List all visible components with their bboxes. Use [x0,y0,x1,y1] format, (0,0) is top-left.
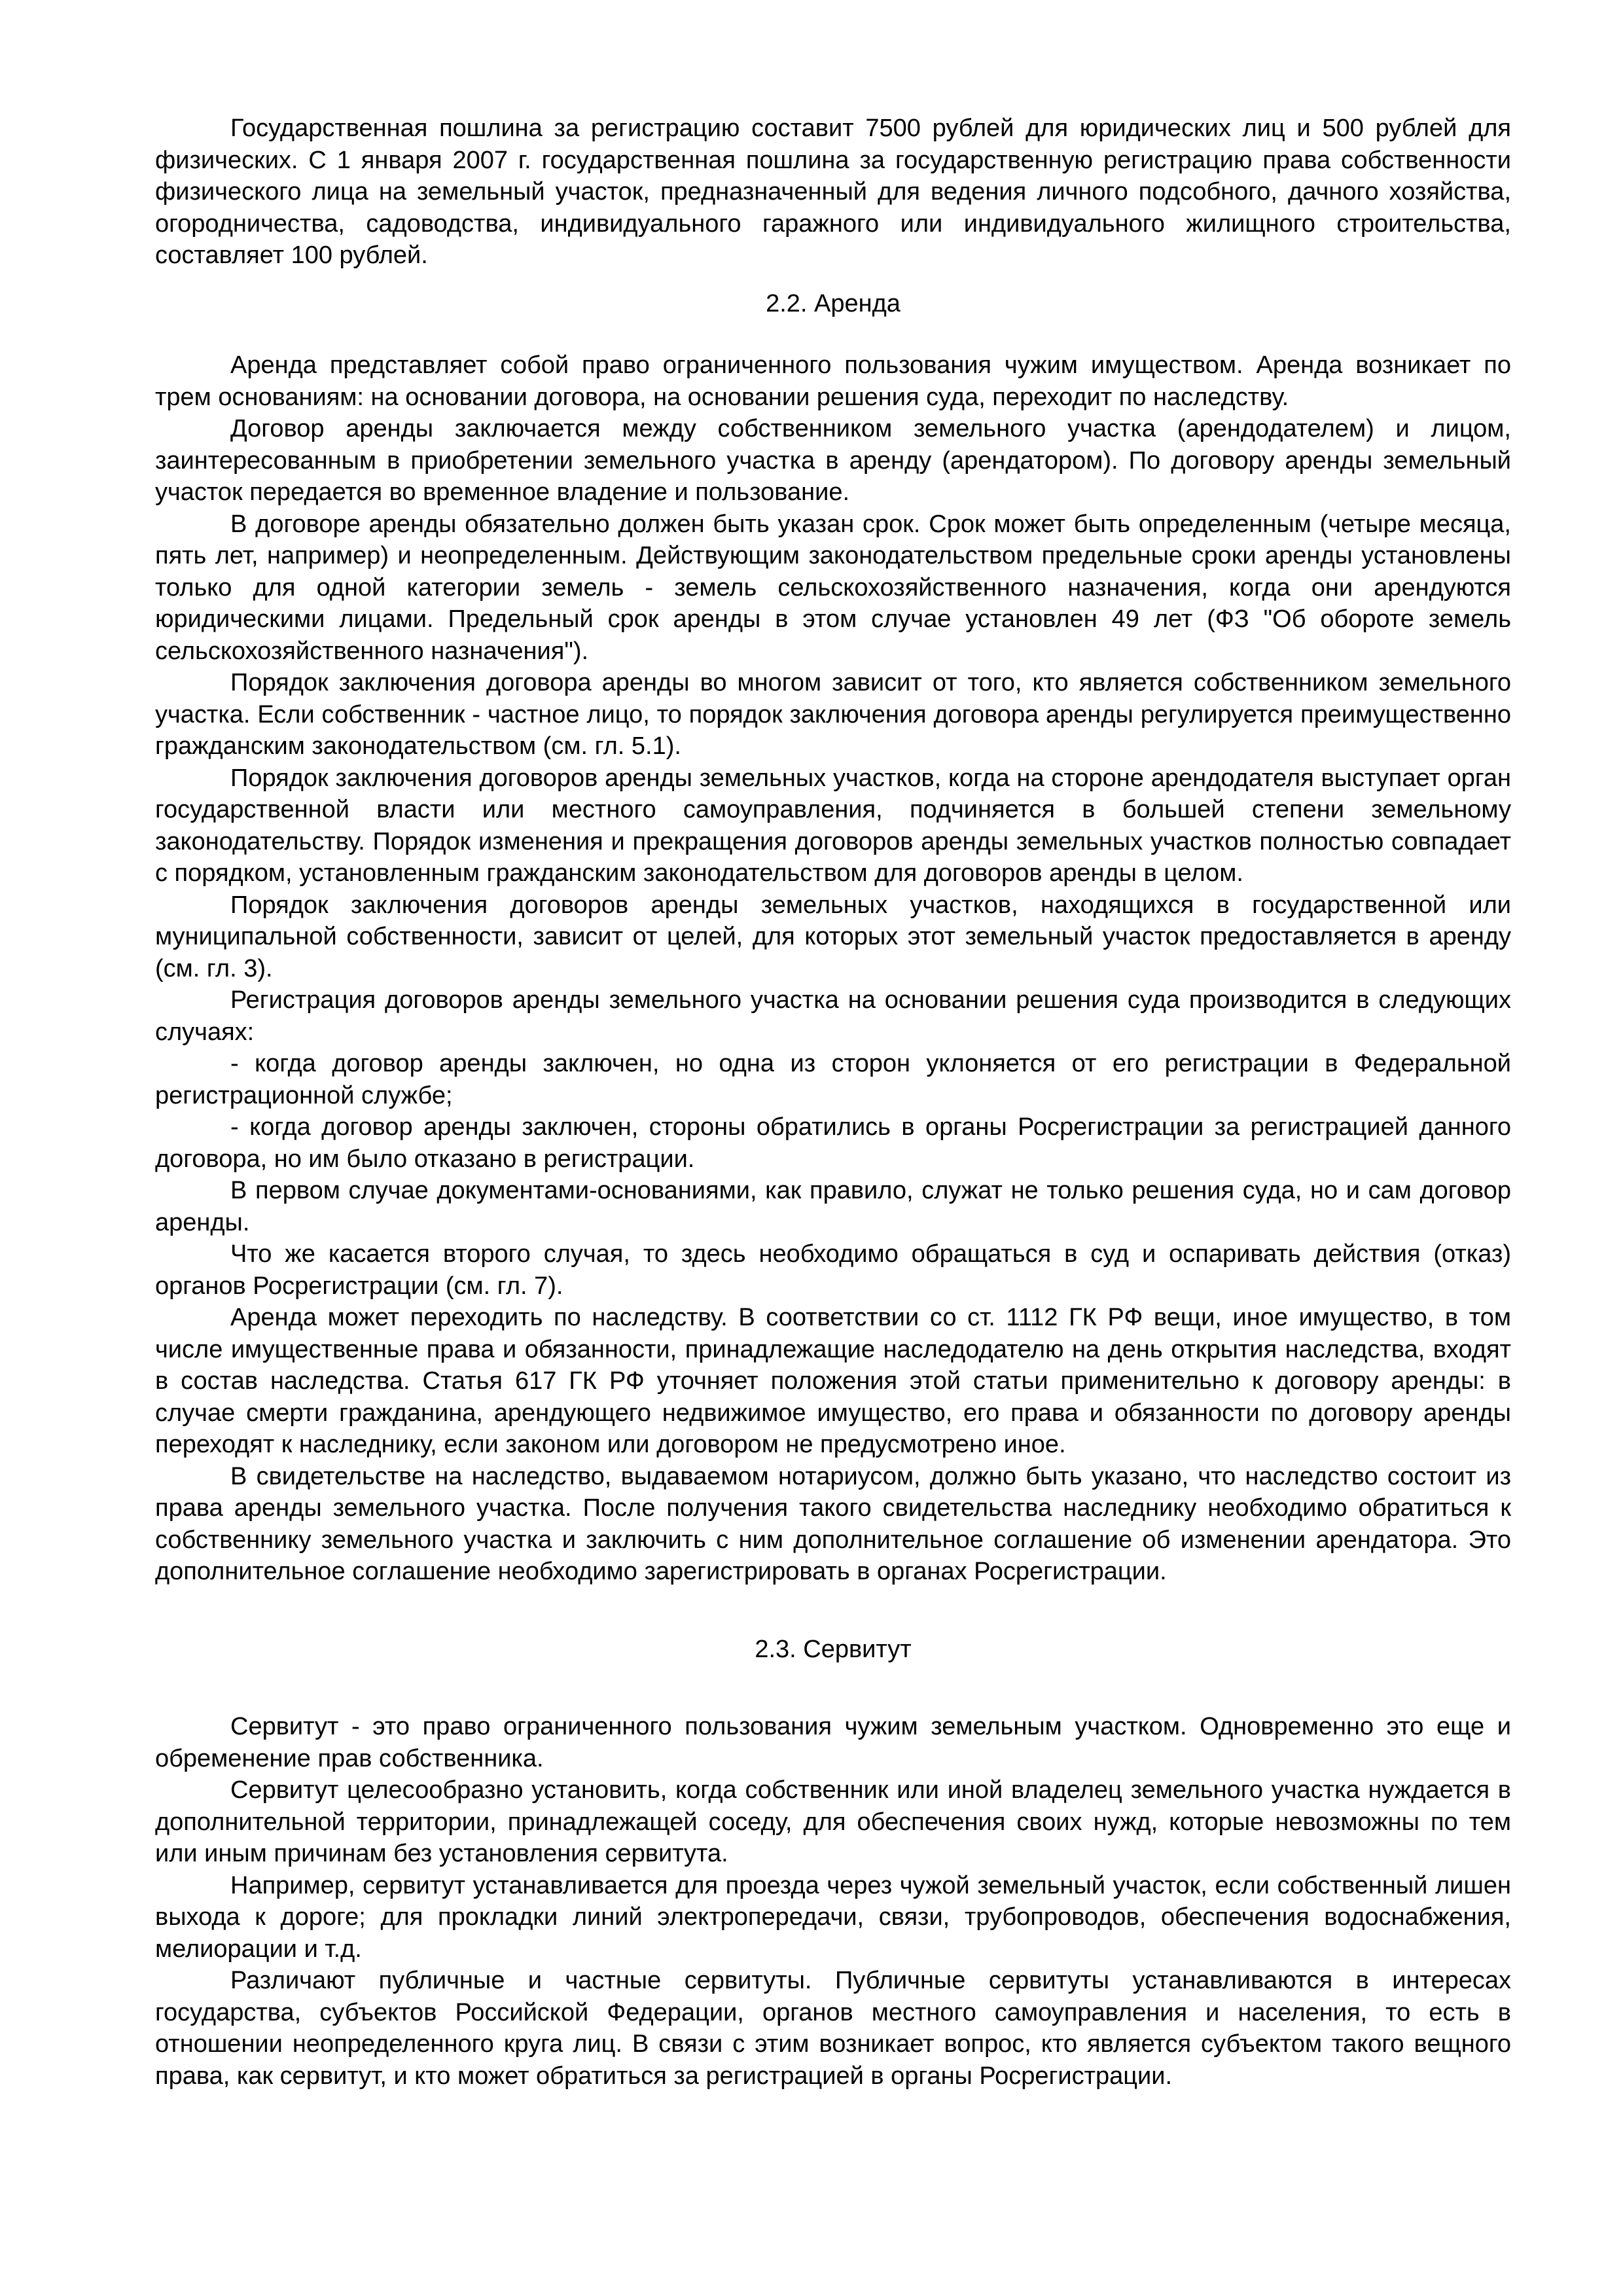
paragraph: В первом случае документами-основаниями, как правило, служат не только решения суда, но и сам договор аренды. [155,1177,1511,1236]
paragraph: В свидетельстве на наследство, выдаваемом нотариусом, должно быть указано, что наследство состоит из права аренды земельного участка. После получения такого свидетельства наследнику необходимо обратиться к собственнику земельного участка и заключить с ним дополнительное соглашение об изменении арендатора. Это дополнительное соглашение необходимо зарегистрировать в органах Росрегистрации. [155,1462,1511,1585]
paragraph: Регистрация договоров аренды земельного участка на основании решения суда производится в следующих случаях: [155,986,1511,1046]
paragraph: Сервитут целесообразно установить, когда собственник или иной владелец земельного участка нуждается в дополнительной территории, принадлежащей соседу, для обеспечения своих нужд, которые невозможны по тем или иным причинам без установления сервитута. [155,1776,1511,1867]
paragraph: Аренда может переходить по наследству. В соответствии со ст. 1112 ГК РФ вещи, иное имущество, в том числе имущественные права и обязанности, принадлежащие наследодателю на день открытия наследства, входят в состав наследства. Статья 617 ГК РФ уточняет положения этой статьи применительно к договору аренды: в случае смерти гражданина, арендующего недвижимое имущество, его права и обязанности по договору аренды переходят к наследнику, если законом или договором не предусмотрено иное. [155,1304,1511,1458]
paragraph: Что же касается второго случая, то здесь необходимо обращаться в суд и оспаривать действия (отказ) органов Росрегистрации (см. гл. 7). [155,1240,1511,1300]
section-title-arenda: 2.2. Аренда [766,289,901,317]
paragraph: Порядок заключения договоров аренды земельных участков, находящихся в государственной или муниципальной собственности, зависит от целей, для которых этот земельный участок предоставляется в аренду (см. гл. 3). [155,891,1511,982]
paragraph: Договор аренды заключается между собственником земельного участка (арендодателем) и лицом, заинтересованным в приобретении земельного участка в аренду (арендатором). По договору аренды земельный участок передается во временное владение и пользование. [155,415,1511,506]
paragraph: Сервитут - это право ограниченного пользования чужим земельным участком. Одновременно это еще и обременение прав собственника. [155,1713,1511,1772]
list-item: - когда договор аренды заключен, стороны обратились в органы Росрегистрации за регистрацией данного договора, но им было отказано в регистрации. [155,1113,1511,1173]
paragraph: Аренда представляет собой право ограниченного пользования чужим имуществом. Аренда возникает по трем основаниям: на основании договора, на основании решения суда, переходит по наследству. [155,351,1511,411]
section-title-servitut: 2.3. Сервитут [755,1635,912,1663]
paragraph: В договоре аренды обязательно должен быть указан срок. Срок может быть определенным (четыре месяца, пять лет, например) и неопределенным. Действующим законодательством предельные сроки аренды установлены только для одной категории земель - земель сельскохозяйственного назначения, когда они арендуются юридическими лицами. Предельный срок аренды в этом случае установлен 49 лет (ФЗ "Об обороте земель сельскохозяйственного назначения"). [155,510,1511,665]
paragraph: Порядок заключения договора аренды во многом зависит от того, кто является собственником земельного участка. Если собственник - частное лицо, то порядок заключения договора аренды регулируется преимущественно гражданским законодательством (см. гл. 5.1). [155,669,1511,760]
section-servitut-body [155,1711,1511,2092]
intro-block [155,113,1511,272]
paragraph: Например, сервитут устанавливается для проезда через чужой земельный участок, если собственный лишен выхода к дороге; для прокладки линий электропередачи, связи, трубопроводов, обеспечения водоснабжения, мелиорации и т.д. [155,1871,1511,1963]
paragraph: Государственная пошлина за регистрацию составит 7500 рублей для юридических лиц и 500 рублей для физических. С 1 января 2007 г. государственная пошлина за государственную регистрацию права собственности физического лица на земельный участок, предназначенный для ведения личного подсобного, дачного хозяйства, огородничества, садоводства, индивидуального гаражного или индивидуального жилищного строительства, составляет 100 рублей. [155,115,1511,269]
document-page [155,113,1511,2092]
paragraph: Различают публичные и частные сервитуты. Публичные сервитуты устанавливаются в интересах государства, субъектов Российской Федерации, органов местного самоуправления и населения, то есть в отношении неопределенного круга лиц. В связи с этим возникает вопрос, кто является субъектом такого вещного права, как сервитут, и кто может обратиться за регистрацией в органы Росрегистрации. [155,1967,1511,2090]
paragraph: Порядок заключения договоров аренды земельных участков, когда на стороне арендодателя выступает орган государственной власти или местного самоуправления, подчиняется в большей степени земельному законодательству. Порядок изменения и прекращения договоров аренды земельных участков полностью совпадает с порядком, установленным гражданским законодательством для договоров аренды в целом. [155,764,1511,887]
list-item: - когда договор аренды заключен, но одна из сторон уклоняется от его регистрации в Федеральной регистрационной службе; [155,1050,1511,1109]
section-arenda-body [155,350,1511,1588]
